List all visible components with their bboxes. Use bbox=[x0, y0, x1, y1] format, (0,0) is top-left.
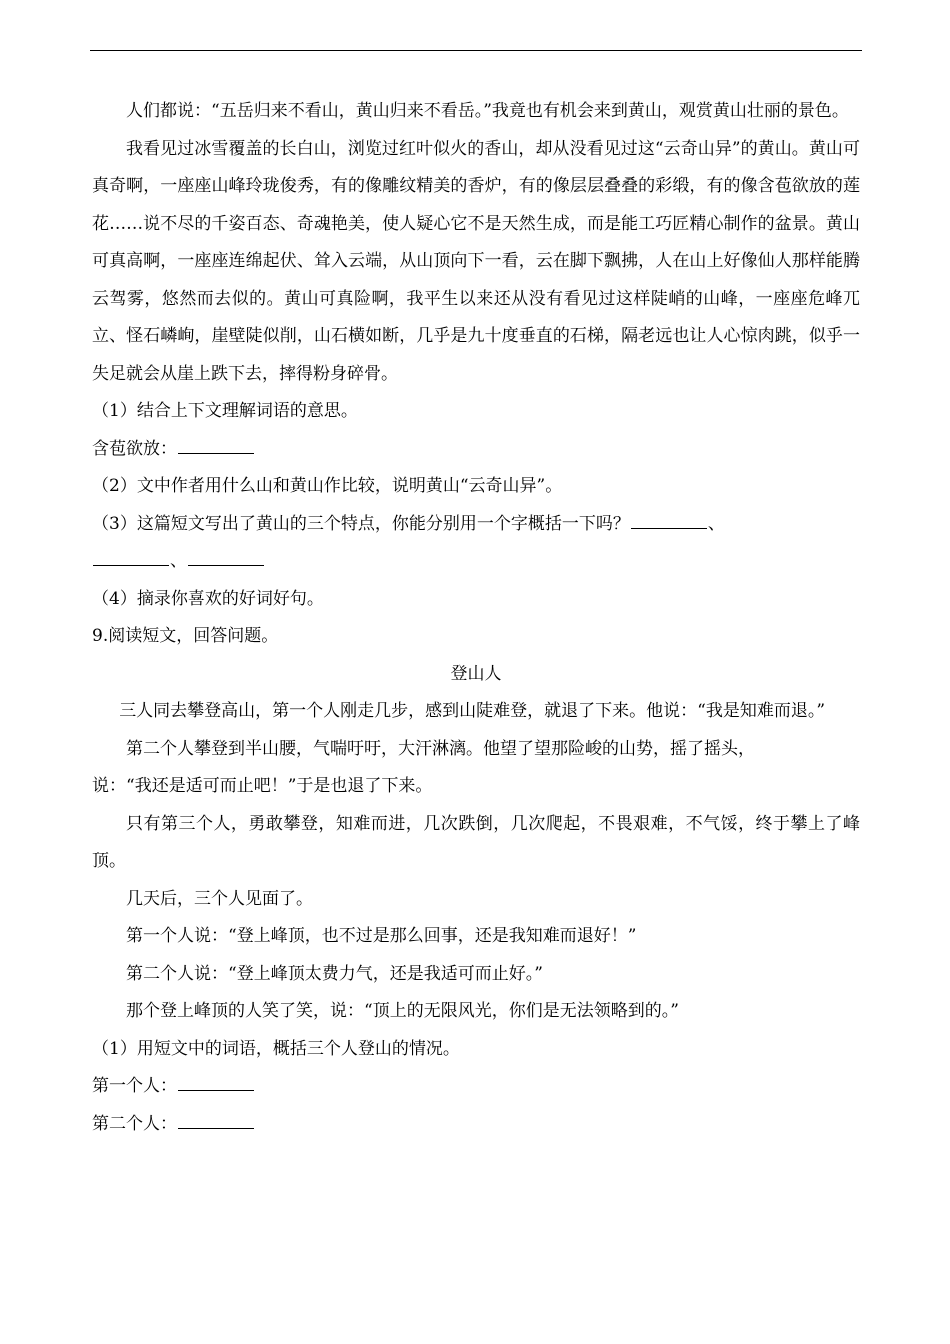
answer-blank bbox=[178, 452, 254, 454]
story-paragraph-3: 只有第三个人，勇敢攀登，知难而进，几次跌倒，几次爬起，不畏艰难，不气馁，终于攀上了峰顶。 bbox=[92, 813, 860, 871]
story-title: 登山人 bbox=[450, 663, 502, 684]
question-3-blanks-line bbox=[92, 543, 860, 581]
answer-blank bbox=[93, 564, 169, 566]
answer-blank bbox=[178, 1127, 254, 1129]
second-person-answer-line bbox=[92, 1106, 860, 1144]
story-paragraph-2-line-2: 说：“我还是适可而止吧！”于是也退了下来。 bbox=[92, 776, 433, 796]
passage-paragraph-1: 人们都说：“五岳归来不看山，黄山归来不看岳。”我竟也有机会来到黄山，观赏黄山壮丽的景色。 bbox=[126, 101, 849, 121]
second-person-label: 第二个人： bbox=[92, 1113, 177, 1134]
header-rule bbox=[90, 50, 862, 51]
separator: 、 bbox=[707, 513, 725, 534]
story-paragraph-4: 几天后，三个人见面了。 bbox=[126, 888, 313, 909]
question-3-text: （3）这篇短文写出了黄山的三个特点，你能分别用一个字概括一下吗？ bbox=[92, 513, 630, 534]
document-body bbox=[92, 93, 860, 1143]
passage-paragraph-2: 我看见过冰雪覆盖的长白山，浏览过红叶似火的香山，却从没看见过这“云奇山异”的黄山。黄山可真奇啊，一座座山峰玲珑俊秀，有的像雕纹精美的香炉，有的像层层叠叠的彩缎，有的像含苞欲放的莲花……说不尽的千姿百态、奇魂艳美，使人疑心它不是天然生成，而是能工巧匠精心制作的盆景。黄山可真高啊，一座座连绵起伏、耸入云端，从山顶向下一看，云在脚下飘拂，人在山上好像仙人那样能腾云驾雾，悠然而去似的。黄山可真险啊，我平生以来还从没有看见过这样陡峭的山峰，一座座危峰兀立、怪石嶙峋，崖壁陡似削，山石横如断，几乎是九十度垂直的石梯，隔老远也让人心惊肉跳，似乎一失足就会从崖上跌下去，摔得粉身碎骨。 bbox=[92, 138, 860, 384]
answer-blank bbox=[178, 1089, 254, 1091]
story-paragraph-2-line-1: 第二个人攀登到半山腰，气喘吁吁，大汗淋漓。他望了望那险峻的山势，摇了摇头， bbox=[126, 738, 755, 759]
question-4: （4）摘录你喜欢的好词好句。 bbox=[92, 588, 324, 609]
question-1-answer-line bbox=[92, 431, 860, 469]
separator: 、 bbox=[170, 551, 187, 571]
question-1: （1）结合上下文理解词语的意思。 bbox=[92, 401, 358, 421]
story-paragraph-1: 三人同去攀登高山，第一个人刚走几步，感到山陡难登，就退了下来。他说：“我是知难而退。” bbox=[119, 701, 826, 721]
story-paragraph-6: 第二个人说：“登上峰顶太费力气，还是我适可而止好。” bbox=[126, 963, 543, 984]
first-person-answer-line bbox=[92, 1068, 860, 1106]
question-1-term: 含苞欲放： bbox=[92, 438, 177, 459]
first-person-label: 第一个人： bbox=[92, 1076, 177, 1096]
question-3 bbox=[92, 506, 860, 544]
story-paragraph-5: 第一个人说：“登上峰顶，也不过是那么回事，还是我知难而退好！” bbox=[126, 926, 637, 946]
question-2: （2）文中作者用什么山和黄山作比较，说明黄山“云奇山异”。 bbox=[92, 476, 563, 496]
answer-blank bbox=[188, 564, 264, 566]
section-9-heading: 9.阅读短文，回答问题。 bbox=[92, 626, 279, 646]
story-paragraph-7: 那个登上峰顶的人笑了笑，说：“顶上的无限风光，你们是无法领略到的。” bbox=[126, 1001, 679, 1021]
answer-blank bbox=[631, 527, 707, 529]
section-9-question-1: （1）用短文中的词语，概括三个人登山的情况。 bbox=[92, 1038, 460, 1059]
